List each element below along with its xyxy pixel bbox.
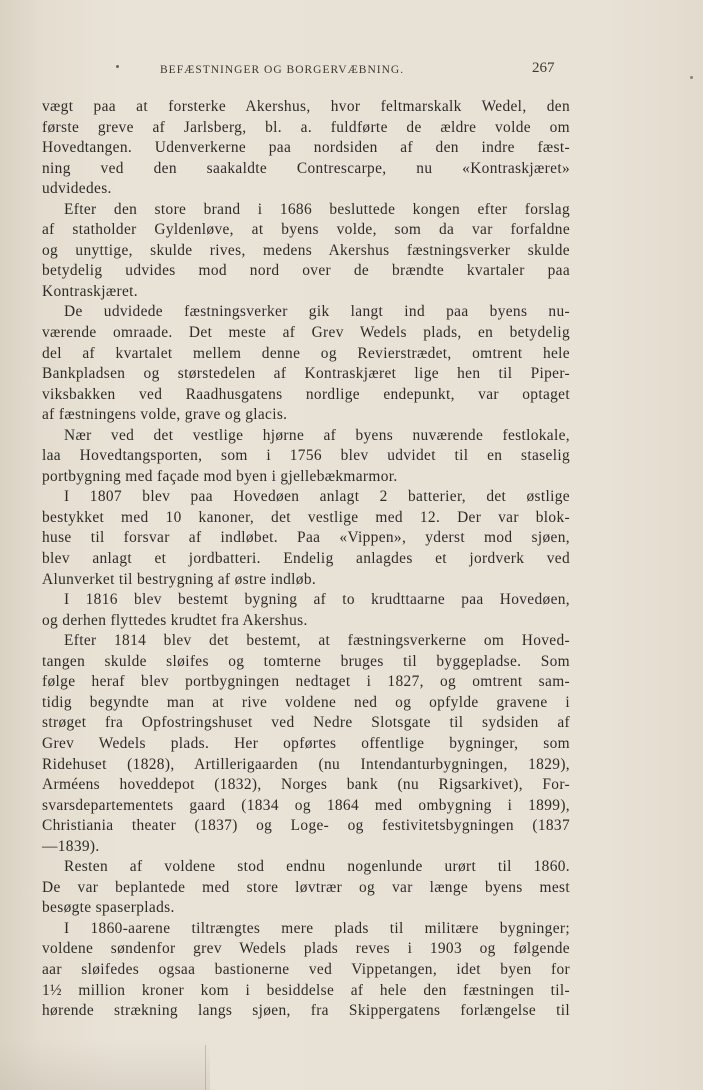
text-line: I 1807 blev paa Hovedøen anlagt 2 batterier, det østlige	[64, 488, 570, 506]
text-line: viksbakken ved Raadhusgatens nordlige endepunkt, var optaget	[42, 385, 570, 403]
text-line: De udvidede fæstningsverker gik langt ind paa byens nu-	[64, 303, 570, 321]
text-line: og derhen flyttedes krudtet fra Akershus.	[42, 611, 308, 629]
page-stain	[0, 1040, 210, 1090]
print-dot-mark	[116, 65, 119, 68]
running-title: BEFÆSTNINGER OG BORGERVÆBNING.	[160, 64, 405, 76]
text-line: betydelig udvides mod nord over de brændte kvartaler paa	[42, 262, 570, 280]
text-line: Nær ved det vestlige hjørne af byens nuværende festlokale,	[64, 426, 570, 444]
text-line: tangen skulde sløifes og tomterne bruges til byggepladse. Som	[42, 652, 570, 670]
text-line: del af kvartalet mellem denne og Revierstrædet, omtrent hele	[42, 344, 570, 362]
text-line: besøgte spaserplads.	[42, 899, 175, 917]
text-line: af statholder Gyldenløve, at byens volde, som da var forfaldne	[42, 221, 570, 239]
text-line: huse til forsvar af indløbet. Paa «Vippen», yderst mod sjøen,	[42, 529, 570, 547]
text-line: portbygning med façade mod byen i gjellebækmarmor.	[42, 467, 398, 485]
text-line: I 1860-aarene tiltrængtes mere plads til militære bygninger;	[64, 919, 570, 937]
text-line: ning ved den saakaldte Contrescarpe, nu «Kontraskjæret»	[42, 159, 570, 177]
text-line: udvidedes.	[42, 180, 112, 198]
text-line: laa Hovedtangsporten, som i 1756 blev udvidet til en staselig	[42, 447, 570, 465]
text-line: 1½ million kroner kom i besiddelse af hele den fæstningen til-	[42, 981, 570, 999]
text-line: strøget fra Opfostringshuset ved Nedre Slotsgate til sydsiden af	[42, 714, 570, 732]
text-line: Resten af voldene stod endnu nogenlunde urørt til 1860.	[64, 858, 570, 876]
text-line: aar sløifedes ogsaa bastionerne ved Vippetangen, idet byen for	[42, 960, 570, 978]
text-line: Grev Wedels plads. Her opførtes offentlige bygninger, som	[42, 734, 570, 752]
text-line: følge heraf blev portbygningen nedtaget i 1827, og omtrent sam-	[42, 673, 570, 691]
page-number: 267	[532, 60, 555, 76]
text-line: Arméens hoveddepot (1832), Norges bank (nu Rigsarkivet), For-	[42, 776, 570, 794]
text-line: og unyttige, skulde rives, medens Akershus fæstningsverker skulde	[42, 241, 570, 259]
body-text	[42, 97, 570, 1022]
text-line: Alunverket til bestrygning af østre indløb.	[42, 570, 317, 588]
text-line: Efter den store brand i 1686 besluttede kongen efter forslag	[64, 200, 570, 218]
text-line: bestykket med 10 kanoner, det vestlige med 12. Der var blok-	[42, 508, 570, 526]
text-line: svarsdepartementets gaard (1834 og 1864 med ombygning i 1899),	[42, 796, 570, 814]
text-line: De var beplantede med store løvtrær og var længe byens mest	[42, 878, 570, 896]
text-line: Ridehuset (1828), Artillerigaarden (nu Intendanturbygningen, 1829),	[42, 755, 570, 773]
text-line: I 1816 blev bestemt bygning af to krudttaarne paa Hovedøen,	[64, 591, 570, 609]
text-line: Efter 1814 blev det bestemt, at fæstningsverkerne om Hoved-	[64, 632, 570, 650]
text-line: tidig begyndte man at rive voldene ned og opfylde gravene i	[42, 693, 570, 711]
text-line: vægt paa at forsterke Akershus, hvor feltmarskalk Wedel, den	[42, 98, 570, 115]
page-fold	[205, 1045, 206, 1090]
corner-speck	[690, 76, 693, 79]
text-line: Christiania theater (1837) og Loge- og festivitetsbygningen (1837	[42, 817, 570, 835]
text-line: første greve af Jarlsberg, bl. a. fuldførte de ældre volde om	[42, 118, 570, 136]
page-header	[0, 62, 703, 82]
text-line: Bankpladsen og størstedelen af Kontraskjæret lige hen til Piper-	[42, 365, 570, 383]
text-line: af fæstningens volde, grave og glacis.	[42, 406, 288, 424]
text-line: —1839).	[42, 837, 100, 855]
text-line: Kontraskjæret.	[42, 282, 138, 300]
text-line: hørende strækning langs sjøen, fra Skippergatens forlængelse til	[42, 1002, 570, 1020]
text-line: værende omraade. Det meste af Grev Wedels plads, en betydelig	[42, 324, 570, 342]
text-line: voldene søndenfor grev Wedels plads reves i 1903 og følgende	[42, 940, 570, 958]
text-line: blev anlagt et jordbatteri. Endelig anlagdes et jordverk ved	[42, 550, 570, 568]
text-line: Hovedtangen. Udenverkerne paa nordsiden af den indre fæst-	[42, 139, 570, 157]
